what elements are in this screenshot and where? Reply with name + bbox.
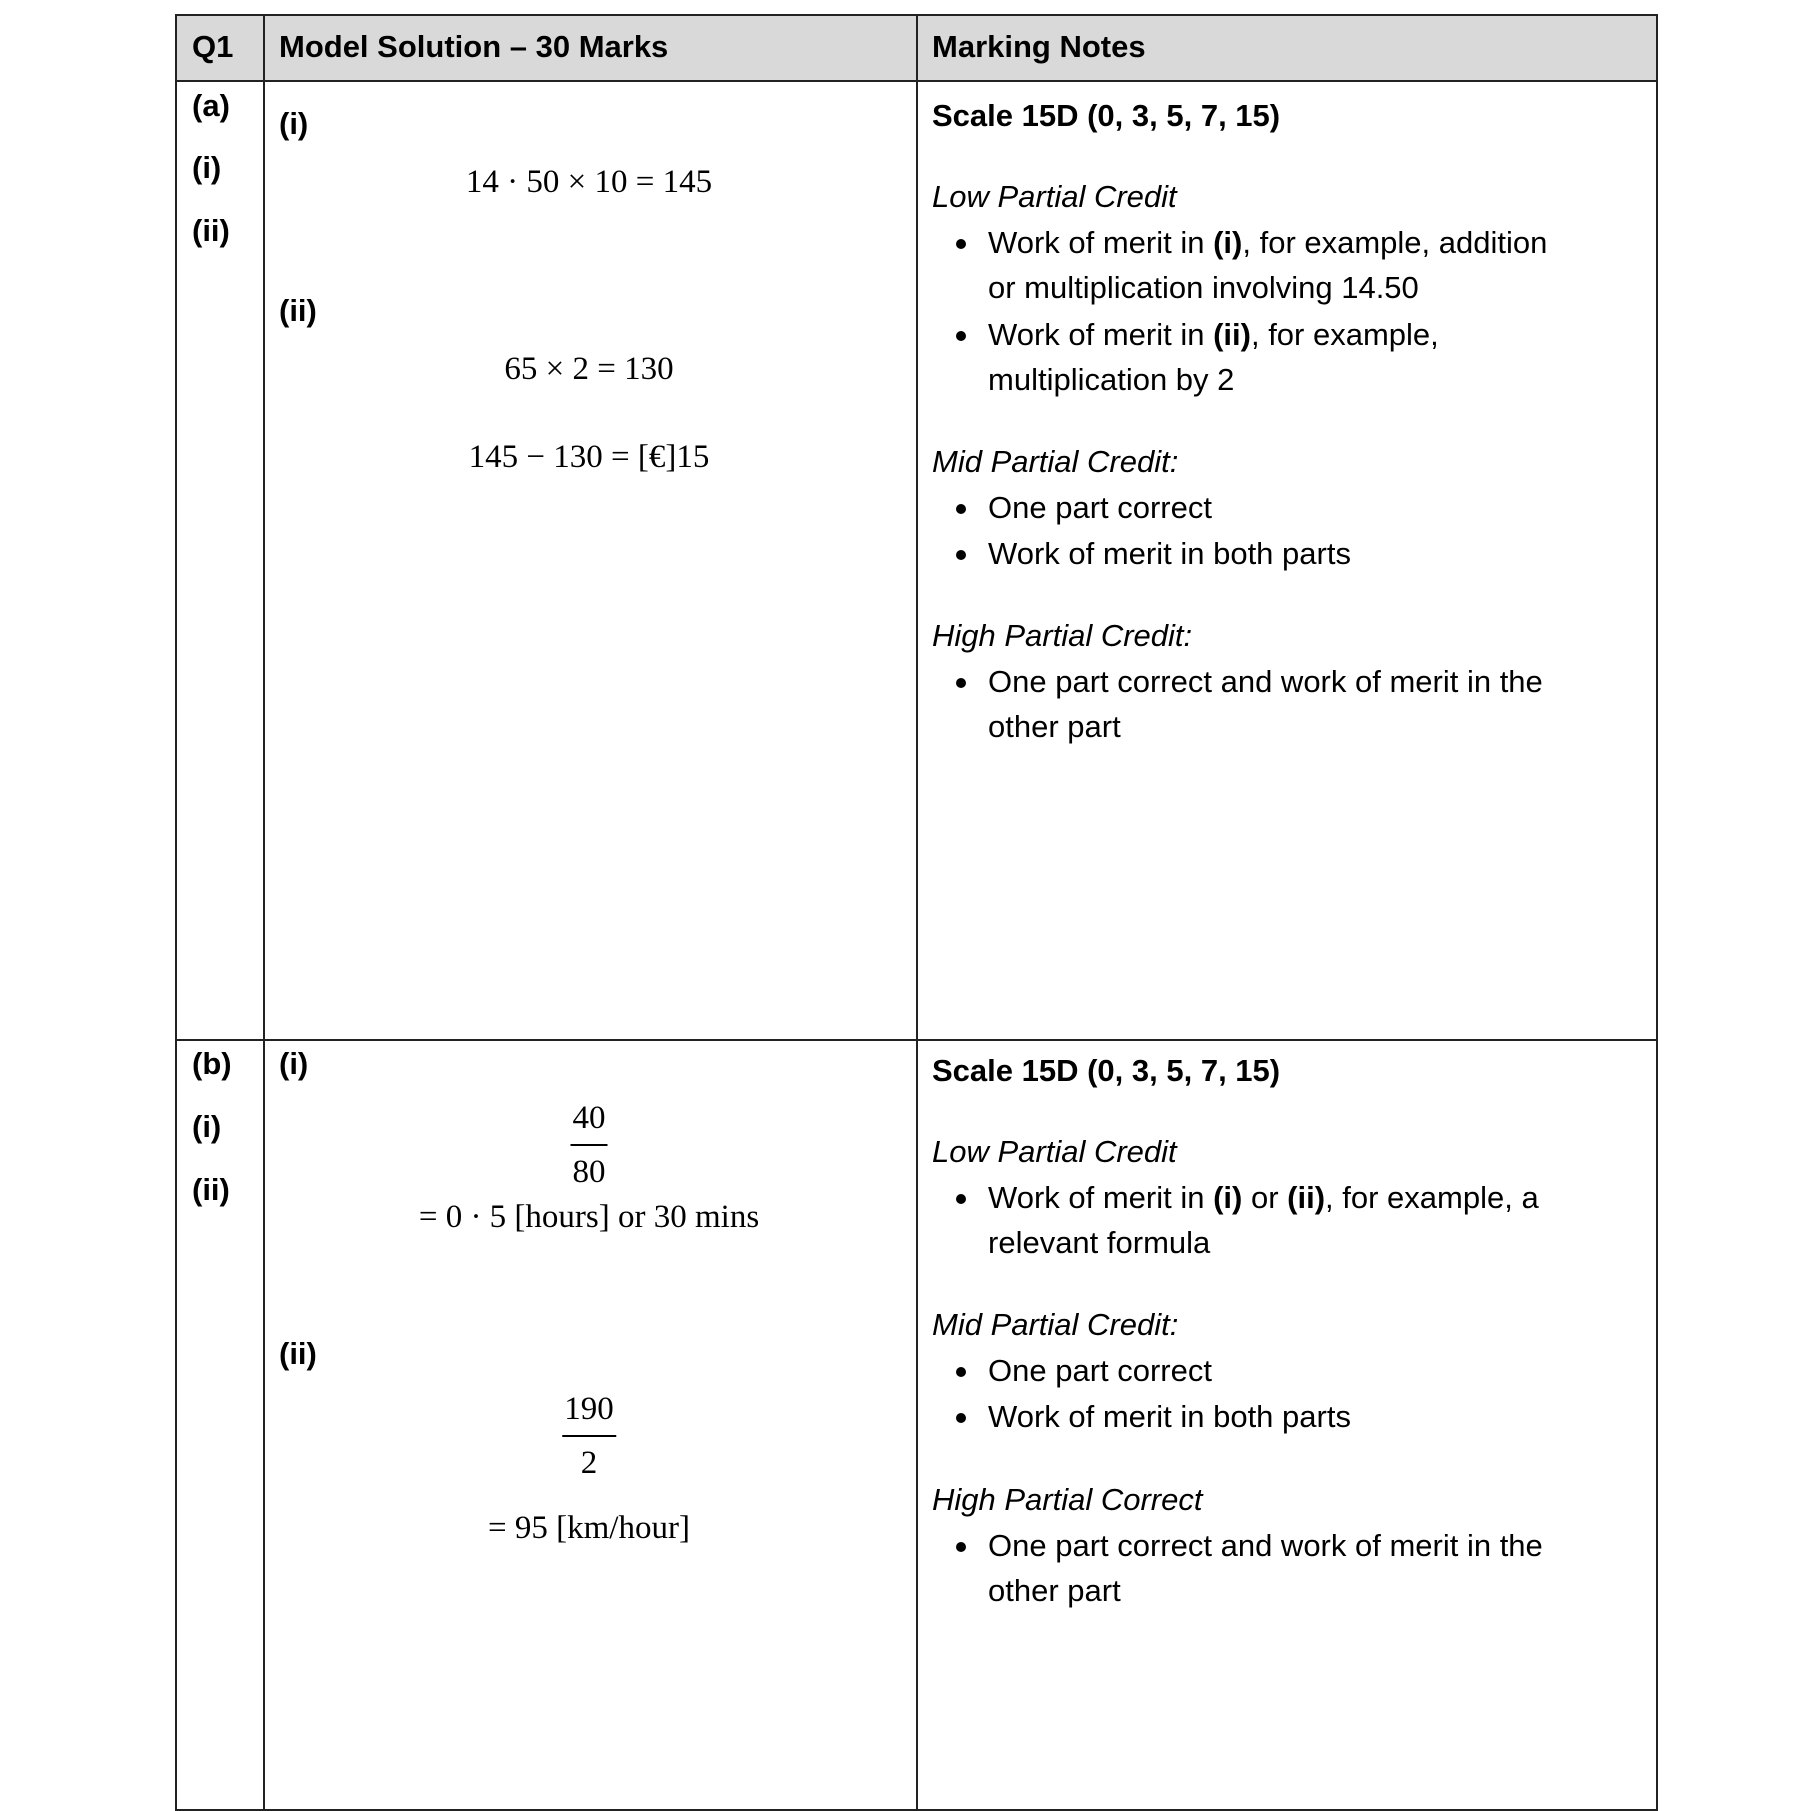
part-b-sol-i-result: = 0 · 5 [hours] or 30 mins xyxy=(418,1199,760,1235)
bullet-icon xyxy=(956,550,966,560)
part-a-low-bullet-1-line-2: or multiplication involving 14.50 xyxy=(988,270,1419,305)
part-a-low-bullet-2-line-2: multiplication by 2 xyxy=(988,362,1235,397)
row-divider xyxy=(177,1039,1656,1041)
part-a-sol-ii-equation-2: 145 − 130 = [€]15 xyxy=(468,439,710,475)
part-b-fraction-2 xyxy=(562,1389,616,1483)
header-solution: Model Solution – 30 Marks xyxy=(279,29,669,64)
part-b-sol-ii-label: (ii) xyxy=(279,1336,317,1371)
bullet-icon xyxy=(956,1194,966,1204)
part-b-sol-ii-result: = 95 [km/hour] xyxy=(488,1510,690,1546)
bullet-icon xyxy=(956,504,966,514)
part-b-low-heading: Low Partial Credit xyxy=(932,1134,1177,1169)
bullet-icon xyxy=(956,331,966,341)
part-b-sub-i-label: (i) xyxy=(192,1109,222,1144)
part-a-sol-i-label: (i) xyxy=(279,106,309,141)
part-a-scale: Scale 15D (0, 3, 5, 7, 15) xyxy=(932,98,1281,133)
part-a-high-bullet-1-line-2: other part xyxy=(988,709,1121,744)
part-a-label: (a) xyxy=(192,88,230,123)
part-b-mid-heading: Mid Partial Credit: xyxy=(932,1307,1179,1342)
part-a-sol-ii-label: (ii) xyxy=(279,293,317,328)
part-a-sub-i-label: (i) xyxy=(192,150,222,185)
part-b-fraction-1 xyxy=(571,1098,608,1192)
part-a-sub-ii-label: (ii) xyxy=(192,213,230,248)
part-b-label: (b) xyxy=(192,1046,232,1081)
fraction-2-denominator: 2 xyxy=(580,1445,598,1481)
part-a-sol-ii-equation-1: 65 × 2 = 130 xyxy=(504,351,674,387)
part-b-scale: Scale 15D (0, 3, 5, 7, 15) xyxy=(932,1053,1281,1088)
fraction-2-numerator: 190 xyxy=(562,1389,616,1437)
part-a-sol-i-equation: 14 · 50 × 10 = 145 xyxy=(465,164,713,200)
bullet-icon xyxy=(956,678,966,688)
part-b-low-bullet-1-line-2: relevant formula xyxy=(988,1225,1211,1260)
part-a-low-heading: Low Partial Credit xyxy=(932,179,1177,214)
bullet-icon xyxy=(956,239,966,249)
bullet-icon xyxy=(956,1413,966,1423)
column-divider-1 xyxy=(263,16,265,1809)
part-b-sub-ii-label: (ii) xyxy=(192,1172,230,1207)
fraction-1-denominator: 80 xyxy=(572,1154,606,1190)
header-q: Q1 xyxy=(192,29,234,64)
marking-scheme-table: Q1 Model Solution – 30 Marks Marking Notes (a) (i) (ii) (i) 14 · 50 × 10 = 145 (ii) 65 × 2 = 130 145 − 130 = [€]15 Scale 15D (0, 3, 5, 7, 15) Low Partial Credit Work of merit in (i), for example, addition or multiplication involving 14.50 Work of merit in (ii), for example, multiplication by 2 Mid Partial Credit: One part correct Work of merit in both parts High Partial Credit: One part correct and work of merit in the other part (b) (i) (ii) (i) $\frac{40}{80}$ = 0 · 5 [hours] or 30 mins (ii) $\frac{190}{2}$ = 95 [km/hour] Scale 15D (0, 3, 5, 7, 15) Low Partial Credit Work of merit in (i) or (ii), for example, a relevant formula Mid Partial Credit: One part correct Work of merit in both parts High Partial Correct One part correct and work of merit in the other part xyxy=(175,14,1658,1811)
part-a-high-heading: High Partial Credit: xyxy=(932,618,1193,653)
fraction-1-numerator: 40 xyxy=(571,1098,608,1146)
column-divider-2 xyxy=(916,16,918,1809)
header-notes: Marking Notes xyxy=(932,29,1146,64)
part-a-mid-heading: Mid Partial Credit: xyxy=(932,444,1179,479)
bullet-icon xyxy=(956,1367,966,1377)
part-b-high-heading: High Partial Correct xyxy=(932,1482,1203,1517)
bullet-icon xyxy=(956,1542,966,1552)
part-b-high-bullet-1-line-2: other part xyxy=(988,1573,1121,1608)
part-b-sol-i-label: (i) xyxy=(279,1046,309,1081)
